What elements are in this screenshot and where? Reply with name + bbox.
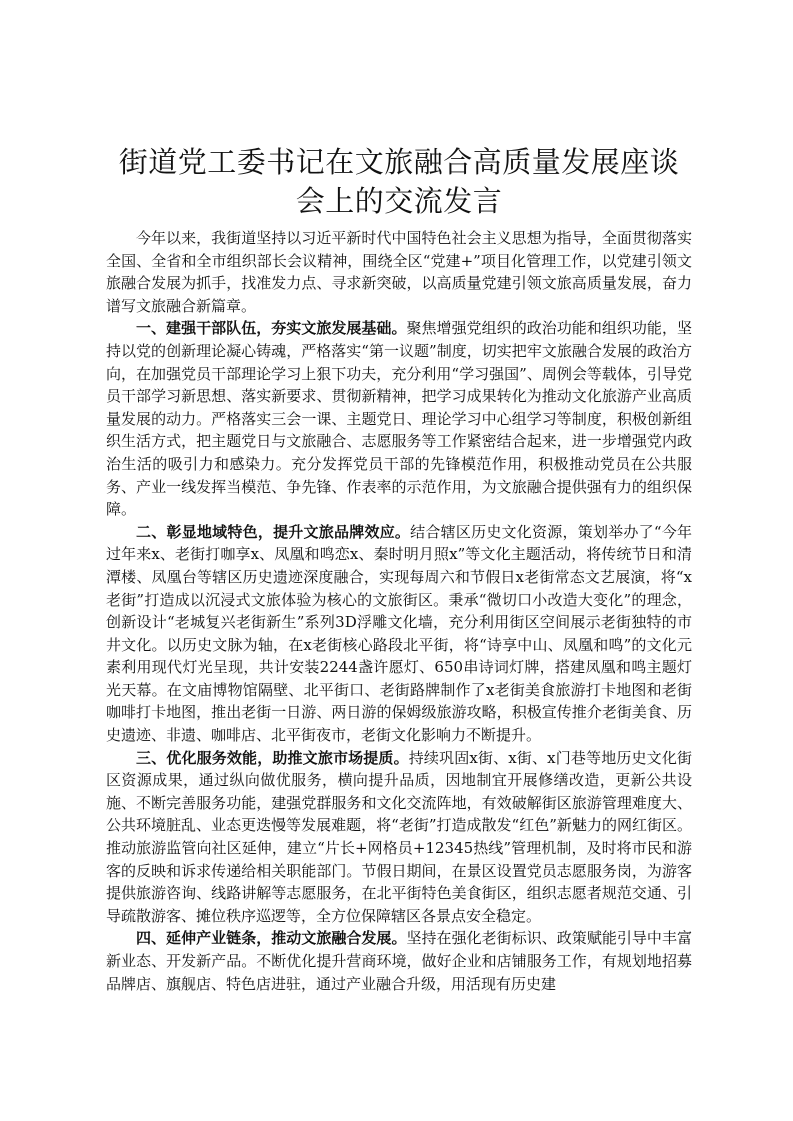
- paragraph-text: 今年以来，我街道坚持以习近平新时代中国特色社会主义思想为指导，全面贯彻落实全国、全省和全市组织部长会议精神，围绕全区“党建+”项目化管理工作，以党建引领文旅融合发展为抓手，找准发力点、寻求新突破，以高质量党建引领文旅高质量发展，奋力谱写文旅融合新篇章。: [106, 229, 692, 315]
- paragraph-heading: 二、彰显地域特色，提升文旅品牌效应。: [136, 522, 411, 541]
- paragraph-section-1: [106, 317, 692, 520]
- paragraph-text: 聚焦增强党组织的政治功能和组织功能，坚持以党的创新理论凝心铸魂，严格落实“第一议题”制度，切实把牢文旅融合发展的政治方向，在加强党员干部理论学习上狠下功夫，充分利用“学习强国”、周例会等载体，引导党员干部学习新思想、落实新要求、贯彻新精神，把学习成果转化为推动文化旅游产业高质量发展的动力。严格落实三会一课、主题党日、理论学习中心组学习等制度，积极创新组织生活方式，把主题党日与文旅融合、志愿服务等工作紧密结合起来，进一步增强党内政治生活的吸引力和感染力。充分发挥党员干部的先锋模范作用，积极推动党员在公共服务、产业一线发挥当模范、争先锋、作表率的示范作用，为文旅融合提供强有力的组织保障。: [106, 319, 692, 519]
- paragraph-section-2: [106, 521, 692, 747]
- paragraph-text: 结合辖区历史文化资源，策划举办了“今年过年来x、老街打咖享x、凤凰和鸣恋x、秦时明月照x”等文化主题活动，将传统节日和清潭楼、凤凰台等辖区历史遗迹深度融合，实现每周六和节假日x老街常态文艺展演，将“x老街”打造成以沉浸式文旅体验为核心的文旅街区。秉承“微切口小改造大变化”的理念，创新设计“老城复兴老街新生”系列3D浮雕文化墙，充分利用街区空间展示老街独特的市井文化。以历史文脉为轴，在x老街核心路段北平街，将“诗享中山、凤凰和鸣”的文化元素利用现代灯光呈现，共计安装2244盏许愿灯、650串诗词灯牌，搭建凤凰和鸣主题灯光天幕。在文庙博物馆隔壁、北平街口、老街路牌制作了x老街美食旅游打卡地图和老街咖啡打卡地图，推出老街一日游、两日游的保姆级旅游攻略，积极宣传推介老街美食、历史遗迹、非遗、咖啡店、北平街夜市，老街文化影响力不断提升。: [106, 522, 692, 745]
- paragraph-heading: 一、建强干部队伍，夯实文旅发展基础。: [136, 319, 407, 338]
- paragraph-text: 持续巩固x街、x街、x门巷等地历史文化街区资源成果，通过纵向做优服务，横向提升品质，因地制宜开展修缮改造，更新公共设施、不断完善服务功能，建强党群服务和文化交流阵地，有效破解街区旅游管理难度大、公共环境脏乱、业态更迭慢等发展难题，将“老街”打造成散发“红色”新魅力的网红街区。推动旅游监管向社区延伸，建立“片长+网格员+12345热线”管理机制，及时将市民和游客的反映和诉求传递给相关职能部门。节假日期间，在景区设置党员志愿服务岗，为游客提供旅游咨询、线路讲解等志愿服务，在北平街特色美食街区，组织志愿者规范交通、引导疏散游客、摊位秩序巡逻等，全方位保障辖区各景点安全稳定。: [106, 748, 692, 925]
- paragraph-section-3: [106, 747, 692, 928]
- paragraph-intro: [106, 227, 692, 317]
- paragraph-heading: 四、延伸产业链条，推动文旅融合发展。: [136, 929, 407, 948]
- document-body: [106, 143, 692, 995]
- paragraph-text: 坚持在强化老街标识、政策赋能引导中丰富新业态、开发新产品。不断优化提升营商环境，做好企业和店铺服务工作，有规划地招募品牌店、旗舰店、特色店进驻，通过产业融合升级，用活现有历史建: [106, 929, 692, 993]
- paragraph-heading: 三、优化服务效能，助推文旅市场提质。: [136, 748, 409, 767]
- paragraph-section-4: [106, 927, 692, 995]
- document-title: 街道党工委书记在文旅融合高质量发展座谈会上的交流发言: [118, 145, 680, 218]
